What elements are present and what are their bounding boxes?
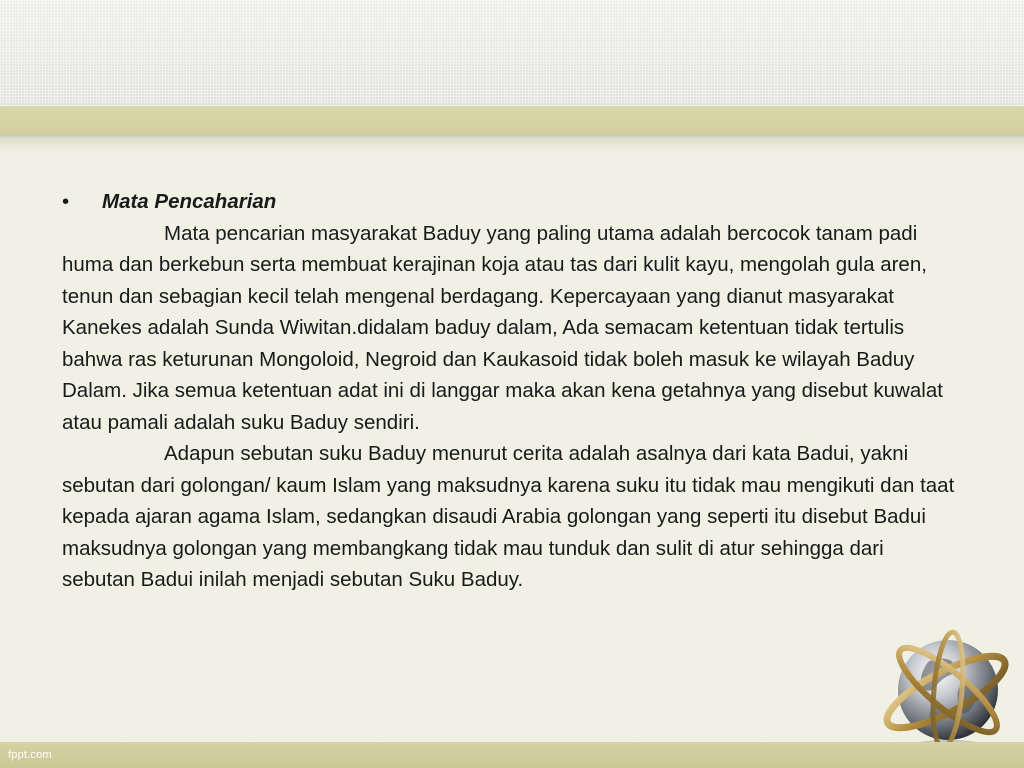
footer-accent-stripe <box>0 742 1024 768</box>
header-accent-stripe <box>0 106 1024 134</box>
globe-with-rings-icon <box>876 622 1016 762</box>
bullet-marker: • <box>62 190 70 213</box>
section-title: Mata Pencaharian <box>102 190 277 213</box>
footer-brand-text: fppt.com <box>8 749 52 761</box>
slide-content <box>62 186 962 596</box>
header-texture-band <box>0 0 1024 106</box>
paragraph-livelihood: Mata pencarian masyarakat Baduy yang paling utama adalah bercocok tanam padi huma dan berkebun serta membuat kerajinan koja atau tas dari kulit kayu, mengolah gula aren, tenun dan sebagian kecil telah mengenal berdagang. Kepercayaan yang dianut masyarakat Kanekes adalah Sunda Wiwitan.didalam baduy dalam, Ada semacam ketentuan tidak tertulis bahwa ras keturunan Mongoloid, Negroid dan Kaukasoid tidak boleh masuk ke wilayah Baduy Dalam. Jika semua ketentuan adat ini di langgar maka akan kena getahnya yang disebut kuwalat atau pamali adalah suku Baduy sendiri. <box>62 221 943 434</box>
bullet-heading <box>62 186 962 218</box>
paragraph-name-origin: Adapun sebutan suku Baduy menurut cerita adalah asalnya dari kata Badui, yakni sebutan dari golongan/ kaum Islam yang maksudnya karena suku itu tidak mau mengikuti dan taat kepada ajaran agama Islam, sedangkan disaudi Arabia golongan yang seperti itu disebut Badui maksudnya golongan yang membangkang tidak mau tunduk dan sulit di atur sehingga dari sebutan Badui inilah menjadi sebutan Suku Baduy. <box>62 442 955 591</box>
header-shadow <box>0 134 1024 152</box>
